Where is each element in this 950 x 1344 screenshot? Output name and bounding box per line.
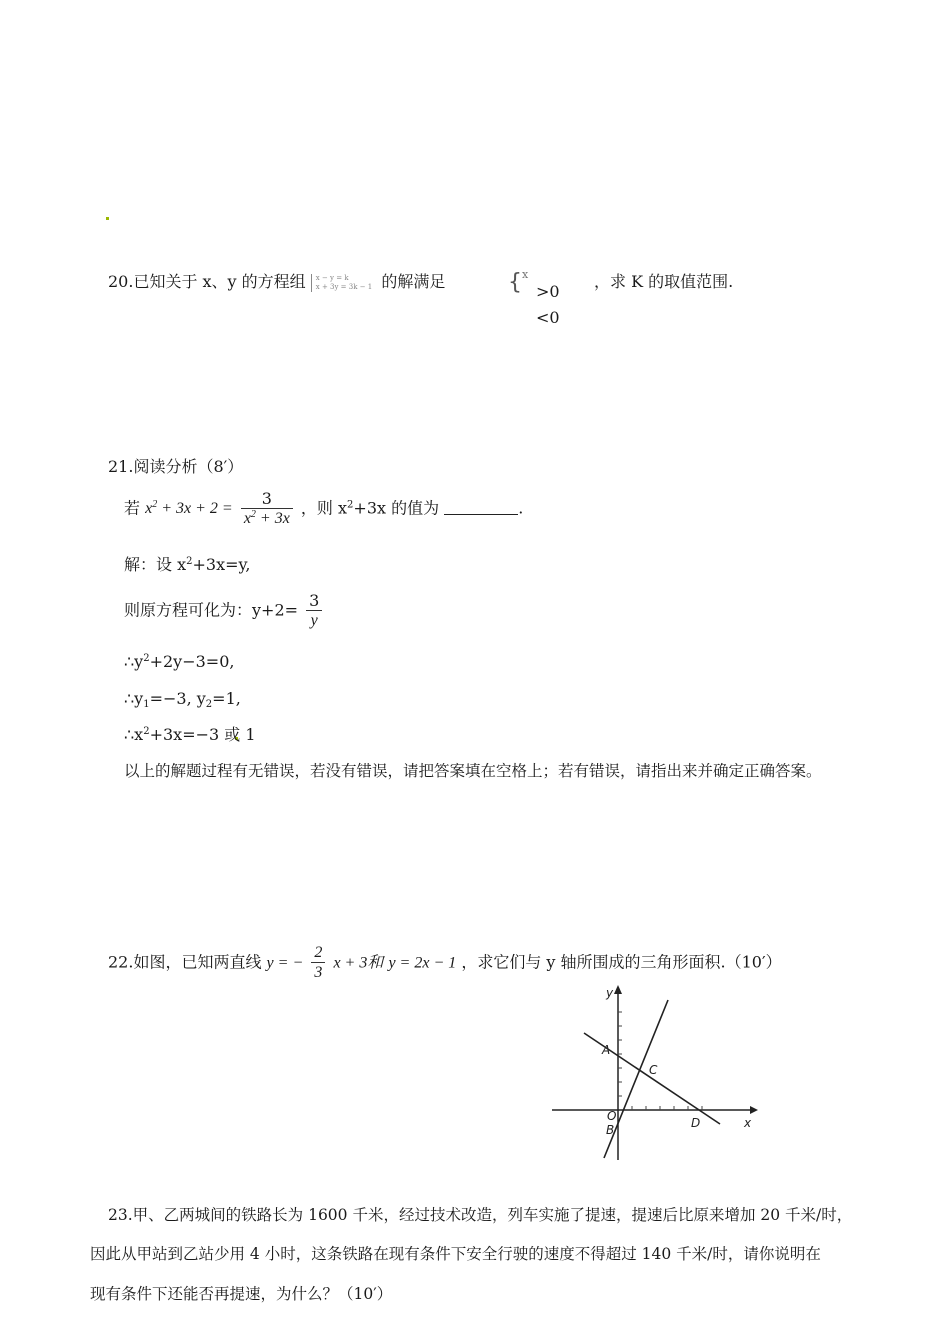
q22-eq1-fraction xyxy=(311,944,325,982)
q21-frac-den xyxy=(241,508,293,528)
q22-graph xyxy=(548,980,763,1165)
q21-sol4-c: =1, xyxy=(212,689,241,708)
q21-den-var: x xyxy=(243,509,251,527)
q20-system-eq2: x + 3y = 3k − 1 xyxy=(315,282,373,291)
q21-sol5-a: ∴x xyxy=(124,725,144,744)
q21-stem-prefix: 若 xyxy=(124,498,141,518)
q21-sol4-sub2: 2 xyxy=(205,699,213,710)
q21-solution-line-1 xyxy=(124,555,251,574)
q21-sol3-exp: 2 xyxy=(143,653,150,664)
point-d-label: D xyxy=(691,1116,701,1130)
q21-sol1-a: 解：设 x xyxy=(124,555,187,574)
q21-exp: 2 xyxy=(152,499,158,511)
q21-sol4-b: =−3, y xyxy=(149,689,206,708)
q22-eq1-den: 3 xyxy=(311,962,325,982)
q21-frac-num: 3 xyxy=(261,489,272,508)
q20-prefix: 20.已知关于 x、y 的方程组 xyxy=(108,272,306,291)
y-axis-arrow xyxy=(614,985,622,994)
question-20 xyxy=(108,272,445,292)
q21-sol4-a: ∴y xyxy=(124,689,144,708)
axis-ticks xyxy=(618,1012,702,1110)
x-axis-label: x xyxy=(744,1116,752,1130)
q21-sol5-exp: 2 xyxy=(143,726,150,737)
q21-var: x xyxy=(145,500,153,518)
q21-sol2-fraction xyxy=(306,592,322,630)
q21-sol4-sub1: 1 xyxy=(143,699,150,710)
q22-eq1-lhs: y = − xyxy=(266,954,304,972)
q22-eq1-rhs: x + 3和 xyxy=(333,954,384,972)
point-c-label: C xyxy=(649,1063,658,1077)
q21-stem xyxy=(124,490,523,528)
answer-blank[interactable] xyxy=(444,500,518,515)
q21-den-rest: + 3x xyxy=(259,509,290,527)
q21-sol5-b: +3x=−3 或 1 xyxy=(149,725,256,744)
q21-lhs-rest: + 3x + 2 = xyxy=(161,500,233,518)
stray-mark xyxy=(106,217,109,220)
point-a-label: A xyxy=(602,1043,611,1057)
q21-sol1-b: +3x=y, xyxy=(192,555,251,574)
q21-solution-line-2 xyxy=(124,592,325,630)
q20-mid: 的解满足 xyxy=(381,272,446,291)
q21-sol2-text: 则原方程可化为：y+2= xyxy=(124,600,299,620)
q21-stem-middle-b: +3x 的值为 xyxy=(353,498,440,518)
y-axis-label: y xyxy=(606,986,614,1000)
q21-sol1-exp: 2 xyxy=(186,556,193,567)
q21-stem-lhs xyxy=(145,500,233,517)
q23-line-2: 因此从甲站到乙站少用 4 小时，这条铁路在现有条件下安全行驶的速度不得超过 140 千米/时，请你说明在 xyxy=(90,1245,821,1263)
q21-solution-line-3 xyxy=(124,652,234,671)
q21-sol2-num: 3 xyxy=(309,591,320,610)
q21-stem-fraction xyxy=(241,490,293,528)
q23-line-3: 现有条件下还能否再提速，为什么？（10′） xyxy=(90,1285,393,1303)
q21-instruction: 以上的解题过程有无错误，若没有错误，请把答案填在空格上；若有错误，请指出来并确定正确答案。 xyxy=(124,762,822,780)
q21-sol2-den: y xyxy=(306,610,322,630)
q23-line-1: 23.甲、乙两城间的铁路长为 1600 千米，经过技术改造，列车实施了提速，提速后比原来增加 20 千米/时， xyxy=(108,1206,853,1224)
q22-eq2: y = 2x − 1 xyxy=(388,954,457,972)
q20-condition-1: >0 xyxy=(536,282,560,301)
q20-condition-2: <0 xyxy=(536,308,560,327)
q20-system-eq1: x − y = k xyxy=(315,273,349,282)
q22-suffix: ，求它们与 y 轴所围成的三角形面积.（10′） xyxy=(461,952,782,972)
origin-label: O xyxy=(607,1109,617,1123)
q21-den-exp: 2 xyxy=(250,508,256,520)
q20-suffix: ，求 K 的取值范围. xyxy=(594,272,734,291)
x-axis-arrow xyxy=(750,1106,758,1114)
q20-condition-brace: { xyxy=(508,270,522,295)
q22-eq1-num: 2 xyxy=(314,944,323,961)
q21-sol3-b: +2y−3=0, xyxy=(149,652,235,671)
q21-solution-line-5 xyxy=(124,725,256,744)
q21-title: 21.阅读分析（8′） xyxy=(108,457,244,476)
q21-stem-middle: ，则 x xyxy=(300,498,348,518)
question-22 xyxy=(108,944,782,982)
q21-sol3-a: ∴y xyxy=(124,652,144,671)
q21-solution-line-4 xyxy=(124,689,241,711)
q21-stem-end: . xyxy=(518,498,524,518)
point-b-label: B xyxy=(606,1123,615,1137)
q20-condition-symbol: x xyxy=(522,268,529,281)
q22-prefix: 22.如图，已知两直线 xyxy=(108,952,262,972)
equation-system-image xyxy=(311,274,372,292)
q21-mid-exp: 2 xyxy=(347,499,354,511)
